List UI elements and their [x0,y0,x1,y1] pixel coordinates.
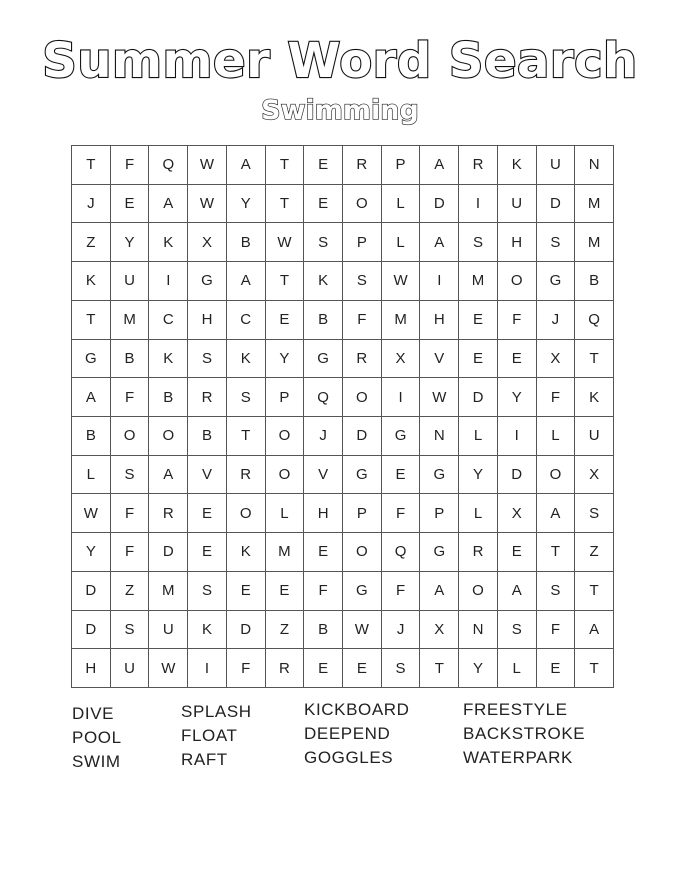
grid-cell: I [188,649,227,688]
grid-cell: O [111,417,150,456]
grid-cell: B [304,611,343,650]
grid-cell: Z [266,611,305,650]
grid-cell: N [575,146,614,185]
grid-cell: K [72,262,111,301]
word-list-item: SWIM [72,752,121,771]
grid-cell: N [420,417,459,456]
grid-cell: H [188,301,227,340]
grid-cell: D [343,417,382,456]
grid-cell: W [382,262,421,301]
word-list-item: FLOAT [181,726,238,745]
grid-cell: I [382,378,421,417]
grid-cell: G [72,340,111,379]
grid-cell: E [304,185,343,224]
grid-cell: C [149,301,188,340]
grid-cell: O [459,572,498,611]
grid-cell: Q [149,146,188,185]
grid-cell: I [498,417,537,456]
grid-cell: W [188,185,227,224]
grid-cell: T [266,146,305,185]
grid-cell: E [382,456,421,495]
grid-cell: D [227,611,266,650]
grid-cell: K [149,223,188,262]
grid-cell: O [343,533,382,572]
grid-cell: M [459,262,498,301]
grid-cell: E [227,572,266,611]
grid-cell: F [227,649,266,688]
grid-cell: D [498,456,537,495]
grid-cell: D [459,378,498,417]
grid-cell: Y [227,185,266,224]
grid-cell: K [304,262,343,301]
grid-cell: G [382,417,421,456]
grid-cell: S [537,572,576,611]
grid-cell: Y [498,378,537,417]
grid-cell: L [459,494,498,533]
grid-cell: T [266,262,305,301]
grid-cell: E [459,340,498,379]
grid-cell: Y [111,223,150,262]
grid-cell: H [72,649,111,688]
grid-cell: V [304,456,343,495]
grid-cell: I [459,185,498,224]
grid-cell: S [343,262,382,301]
grid-cell: W [343,611,382,650]
word-list-item: DEEPEND [304,724,391,743]
grid-cell: K [498,146,537,185]
grid-cell: S [227,378,266,417]
grid-cell: D [72,611,111,650]
grid-cell: R [343,146,382,185]
letter-grid [71,145,614,688]
grid-cell: R [149,494,188,533]
grid-cell: E [188,494,227,533]
grid-cell: F [111,378,150,417]
grid-cell: W [149,649,188,688]
grid-cell: U [575,417,614,456]
grid-cell: M [111,301,150,340]
word-list-item: GOGGLES [304,748,394,767]
grid-cell: W [420,378,459,417]
grid-cell: F [382,494,421,533]
grid-cell: S [188,572,227,611]
grid-cell: B [188,417,227,456]
grid-cell: A [420,223,459,262]
grid-cell: J [382,611,421,650]
grid-cell: Y [72,533,111,572]
grid-cell: Y [459,456,498,495]
grid-cell: L [382,223,421,262]
grid-cell: K [188,611,227,650]
grid-cell: P [266,378,305,417]
grid-cell: T [227,417,266,456]
grid-cell: F [304,572,343,611]
page-subtitle: Swimming [261,95,419,126]
grid-cell: O [149,417,188,456]
grid-cell: G [304,340,343,379]
grid-cell: W [72,494,111,533]
grid-cell: O [498,262,537,301]
grid-cell: W [188,146,227,185]
grid-cell: I [149,262,188,301]
grid-cell: Q [304,378,343,417]
grid-cell: E [304,649,343,688]
word-list-column-3 [304,698,410,770]
word-list-column-1 [72,702,122,774]
grid-cell: E [111,185,150,224]
grid-cell: B [304,301,343,340]
grid-cell: U [111,649,150,688]
grid-cell: R [459,533,498,572]
grid-cell: E [304,146,343,185]
grid-cell: E [498,533,537,572]
word-list-item: FREESTYLE [463,700,568,719]
grid-cell: X [188,223,227,262]
word-list-item: DIVE [72,704,115,723]
grid-cell: P [343,494,382,533]
grid-cell: R [343,340,382,379]
grid-cell: Z [72,223,111,262]
grid-cell: S [188,340,227,379]
grid-cell: S [304,223,343,262]
grid-cell: P [420,494,459,533]
grid-cell: A [149,185,188,224]
grid-cell: L [459,417,498,456]
grid-cell: G [420,456,459,495]
grid-cell: G [343,456,382,495]
grid-cell: T [575,649,614,688]
grid-cell: S [575,494,614,533]
grid-cell: L [382,185,421,224]
grid-cell: P [382,146,421,185]
grid-cell: A [227,146,266,185]
grid-cell: B [227,223,266,262]
grid-cell: E [537,649,576,688]
grid-cell: B [575,262,614,301]
grid-cell: X [575,456,614,495]
grid-cell: B [149,378,188,417]
word-list-item: RAFT [181,750,228,769]
grid-cell: P [343,223,382,262]
grid-cell: Y [459,649,498,688]
grid-cell: O [343,378,382,417]
grid-cell: M [266,533,305,572]
grid-cell: T [72,146,111,185]
grid-cell: T [537,533,576,572]
grid-cell: U [111,262,150,301]
grid-cell: X [382,340,421,379]
grid-cell: L [266,494,305,533]
grid-cell: B [111,340,150,379]
grid-cell: A [72,378,111,417]
word-list-item: POOL [72,728,122,747]
grid-cell: K [575,378,614,417]
grid-cell: T [575,340,614,379]
grid-cell: A [498,572,537,611]
grid-cell: S [111,456,150,495]
grid-cell: F [537,378,576,417]
word-list-item: WATERPARK [463,748,573,767]
grid-cell: R [227,456,266,495]
grid-cell: E [304,533,343,572]
grid-cell: G [343,572,382,611]
grid-cell: R [459,146,498,185]
word-list-item: BACKSTROKE [463,724,586,743]
grid-cell: A [575,611,614,650]
grid-cell: D [537,185,576,224]
grid-cell: F [111,494,150,533]
grid-cell: F [111,146,150,185]
grid-cell: J [72,185,111,224]
grid-cell: T [72,301,111,340]
grid-cell: D [420,185,459,224]
grid-cell: T [266,185,305,224]
grid-cell: Z [111,572,150,611]
grid-cell: C [227,301,266,340]
grid-cell: F [537,611,576,650]
grid-cell: Z [575,533,614,572]
grid-cell: G [188,262,227,301]
grid-cell: K [149,340,188,379]
grid-cell: Y [266,340,305,379]
grid-cell: H [304,494,343,533]
grid-cell: F [498,301,537,340]
grid-cell: J [537,301,576,340]
grid-cell: Q [575,301,614,340]
grid-cell: T [420,649,459,688]
grid-cell: E [266,301,305,340]
grid-cell: A [420,146,459,185]
grid-cell: S [382,649,421,688]
grid-cell: K [227,533,266,572]
grid-cell: E [459,301,498,340]
grid-cell: E [343,649,382,688]
grid-cell: N [459,611,498,650]
word-list-item: SPLASH [181,702,252,721]
grid-cell: D [149,533,188,572]
grid-cell: T [575,572,614,611]
grid-cell: X [420,611,459,650]
grid-cell: O [343,185,382,224]
grid-cell: A [420,572,459,611]
grid-cell: X [498,494,537,533]
grid-cell: A [149,456,188,495]
grid-cell: V [188,456,227,495]
grid-cell: M [382,301,421,340]
grid-cell: G [420,533,459,572]
grid-cell: G [537,262,576,301]
grid-cell: K [227,340,266,379]
word-list-column-2 [181,700,252,772]
grid-cell: A [537,494,576,533]
grid-cell: J [304,417,343,456]
grid-cell: L [537,417,576,456]
grid-cell: H [498,223,537,262]
grid-cell: L [498,649,537,688]
grid-cell: S [459,223,498,262]
word-list-column-4 [463,698,585,770]
grid-cell: S [498,611,537,650]
grid-cell: D [72,572,111,611]
grid-cell: E [266,572,305,611]
grid-cell: U [537,146,576,185]
grid-cell: M [149,572,188,611]
grid-cell: W [266,223,305,262]
grid-cell: E [498,340,537,379]
grid-cell: O [227,494,266,533]
grid-cell: M [575,185,614,224]
grid-cell: L [72,456,111,495]
grid-cell: H [420,301,459,340]
grid-cell: A [227,262,266,301]
grid-cell: F [382,572,421,611]
page-title: Summer Word Search [42,33,638,89]
grid-cell: U [149,611,188,650]
grid-cell: S [111,611,150,650]
grid-cell: M [575,223,614,262]
grid-cell: R [266,649,305,688]
grid-cell: O [537,456,576,495]
grid-cell: B [72,417,111,456]
grid-cell: E [188,533,227,572]
grid-cell: F [343,301,382,340]
word-list-item: KICKBOARD [304,700,410,719]
grid-cell: X [537,340,576,379]
grid-cell: F [111,533,150,572]
grid-cell: O [266,456,305,495]
grid-cell: V [420,340,459,379]
grid-cell: O [266,417,305,456]
grid-cell: U [498,185,537,224]
grid-cell: R [188,378,227,417]
grid-cell: S [537,223,576,262]
grid-cell: Q [382,533,421,572]
grid-cell: I [420,262,459,301]
